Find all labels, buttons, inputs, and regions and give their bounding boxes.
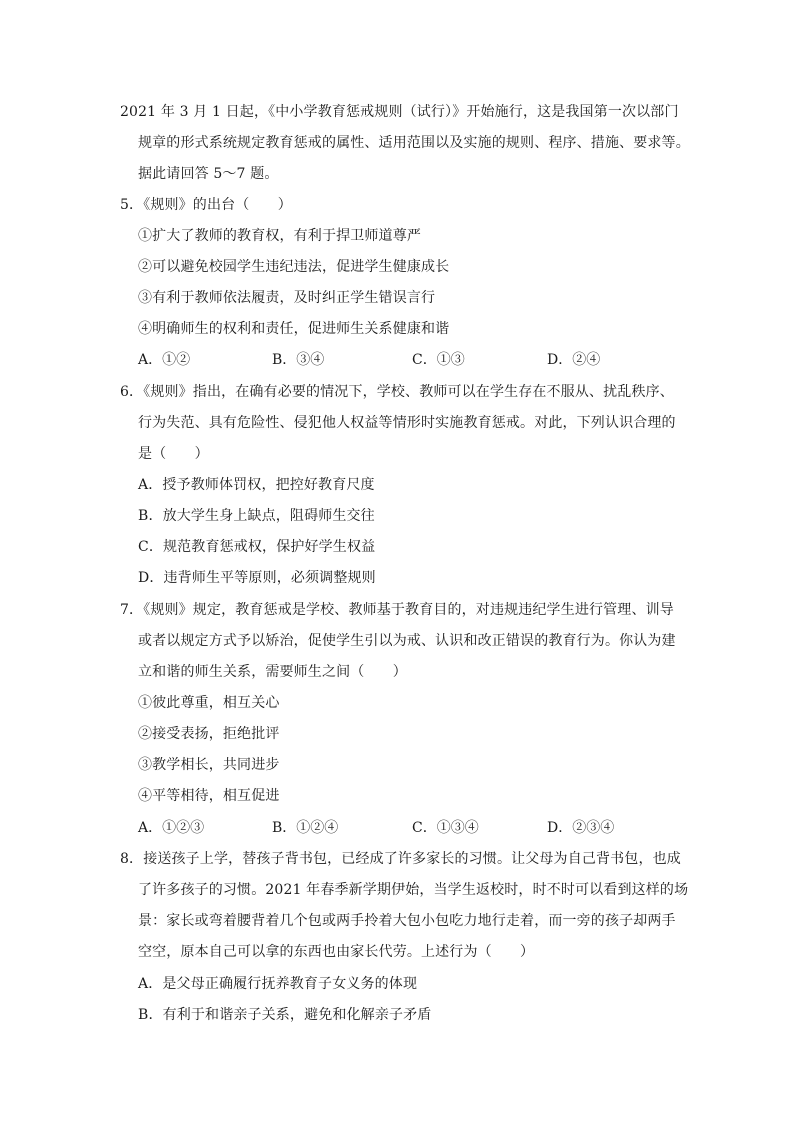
question-5-option-a[interactable]: A．①② [138, 352, 191, 368]
question-7-option-b[interactable]: B．①②④ [272, 820, 339, 836]
intro-line-1: 2021 年 3 月 1 日起，《中小学教育惩戒规则（试行）》开始施行，这是我国第一次以部门 [120, 104, 679, 120]
question-5-item-1: ①扩大了教师的教育权，有利于捍卫师道尊严 [138, 228, 421, 244]
question-8-stem-line-4: 空空，原本自己可以拿的东西也由家长代劳。上述行为（ ） [138, 944, 535, 960]
question-7-item-3: ③教学相长，共同进步 [138, 757, 280, 773]
question-7-item-2: ②接受表扬，拒绝批评 [138, 726, 280, 742]
question-8-choice-a[interactable]: A．是父母正确履行抚养教育子女义务的体现 [138, 976, 418, 992]
question-5-stem: 5．《规则》的出台（ ） [120, 197, 292, 213]
question-8-stem-line-2: 了许多孩子的习惯。2021 年春季新学期伊始，当学生返校时，时不时可以看到这样的场 [138, 882, 689, 898]
question-7-option-c[interactable]: C．①③④ [412, 820, 479, 836]
question-7-option-a[interactable]: A．①②③ [138, 820, 205, 836]
question-6-choice-b[interactable]: B．放大学生身上缺点，阻碍师生交往 [138, 508, 375, 524]
question-5-item-2: ②可以避免校园学生违纪违法，促进学生健康成长 [138, 259, 450, 275]
question-6-choice-d[interactable]: D．违背师生平等原则，必须调整规则 [138, 570, 376, 586]
question-7-stem-line-1: 7．《规则》规定，教育惩戒是学校、教师基于教育目的，对违规违纪学生进行管理、训导 [120, 602, 674, 618]
question-5-option-c[interactable]: C．①③ [412, 352, 465, 368]
question-7-option-d[interactable]: D．②③④ [547, 820, 615, 836]
question-5-option-b[interactable]: B．③④ [272, 352, 325, 368]
question-8-choice-b[interactable]: B．有利于和谐亲子关系，避免和化解亲子矛盾 [138, 1007, 432, 1023]
question-5-item-3: ③有利于教师依法履责，及时纠正学生错误言行 [138, 290, 436, 306]
question-7-item-4: ④平等相待，相互促进 [138, 788, 280, 804]
intro-line-2: 规章的形式系统规定教育惩戒的属性、适用范围以及实施的规则、程序、措施、要求等。 [138, 135, 690, 151]
question-6-stem-line-2: 行为失范、具有危险性、侵犯他人权益等情形时实施教育惩戒。对此，下列认识合理的 [138, 415, 676, 431]
question-7-item-1: ①彼此尊重，相互关心 [138, 695, 280, 711]
question-6-stem-line-1: 6．《规则》指出，在确有必要的情况下，学校、教师可以在学生存在不服从、扰乱秩序、 [120, 384, 674, 400]
question-7-stem-line-2: 或者以规定方式予以矫治，促使学生引以为戒、认识和改正错误的教育行为。你认为建 [138, 633, 676, 649]
intro-line-3: 据此请回答 5～7 题。 [138, 166, 279, 182]
question-7-stem-line-3: 立和谐的师生关系，需要师生之间（ ） [138, 664, 407, 680]
question-6-choice-c[interactable]: C．规范教育惩戒权，保护好学生权益 [138, 539, 376, 555]
question-6-choice-a[interactable]: A．授予教师体罚权，把控好教育尺度 [138, 477, 375, 493]
question-8-stem-line-1: 8．接送孩子上学，替孩子背书包，已经成了许多家长的习惯。让父母为自己背书包，也成 [120, 851, 681, 867]
question-5-item-4: ④明确师生的权利和责任，促进师生关系健康和谐 [138, 321, 450, 337]
question-6-stem-line-3: 是（ ） [138, 446, 209, 462]
question-8-stem-line-3: 景：家长或弯着腰背着几个包或两手拎着大包小包吃力地行走着，而一旁的孩子却两手 [138, 913, 676, 929]
question-5-option-d[interactable]: D．②④ [547, 352, 601, 368]
